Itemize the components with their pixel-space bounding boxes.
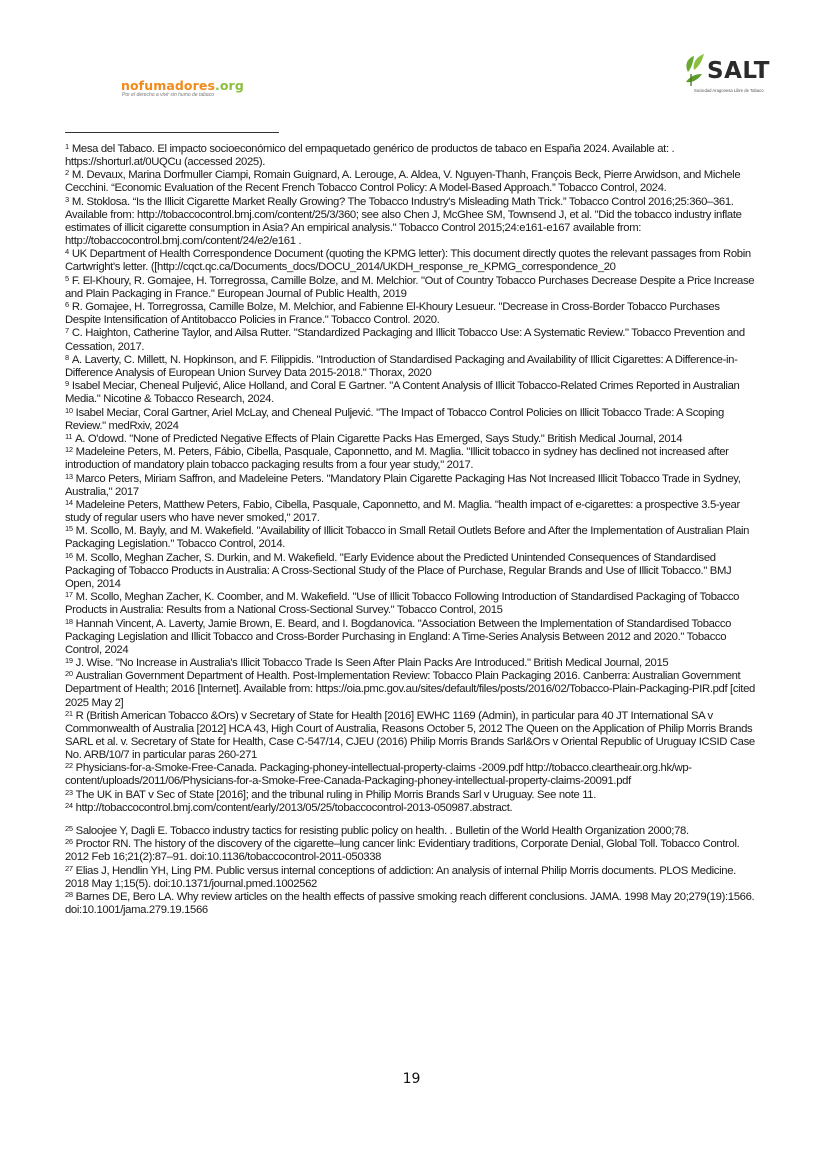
footnote-number: 23	[65, 787, 73, 797]
footnote	[65, 825, 758, 838]
logo-tagline: Por el derecho a vivir sin humo de tabaco	[122, 92, 214, 98]
footnote	[65, 762, 758, 788]
footnote-number: 4	[65, 247, 69, 257]
page-number: 19	[402, 1071, 421, 1087]
footnote	[65, 670, 758, 709]
footnote	[65, 838, 758, 864]
footnote	[65, 802, 758, 815]
footnote-text: J. Wise. "No Increase in Australia's Illicit Tobacco Trade Is Seen After Plain Packs Are Introduced." British Medical Journal, 2015	[75, 657, 669, 670]
footnote	[65, 591, 758, 617]
footnote-text: Hannah Vincent, A. Laverty, Jamie Brown, E. Beard, and I. Bogdanovica. "Association Between the Implementation of Standardised Tobacco Packaging Legislation and Illicit Tobacco and Cross-Border Purchasing in England: A Time-Series Analysis Between 2012 and 2020." Tobacco Control, 2024	[65, 617, 732, 656]
footnote-number: 3	[65, 194, 69, 204]
footnote-text: A. O'dowd. "None of Predicted Negative Effects of Plain Cigarette Packs Has Emerged, Says Study." British Medical Journal, 2014	[75, 432, 683, 445]
footnotes-list	[65, 143, 758, 918]
footnote	[65, 865, 758, 891]
footnote	[65, 499, 758, 525]
footnote-number: 6	[65, 300, 69, 310]
footnote-number: 15	[65, 524, 73, 534]
footnote-number: 10	[65, 405, 73, 415]
footnote-text: http://tobaccocontrol.bmj.com/content/early/2013/05/25/tobaccocontrol-2013-050987.abstract.	[75, 802, 513, 814]
footnote-text: Physicians-for-a-Smoke-Free-Canada. Packaging-phoney-intellectual-property-claims -2009.pdf http://tobacco.cleartheair.org.hk/wp-content/uploads/2011/06/Physicians-for-a-Smoke-Free-Canada-Packaging-phoney-intellectual-property-claims-20091.pdf	[65, 762, 692, 788]
footnote-text: The UK in BAT v Sec of State [2016]; and the tribunal ruling in Philip Morris Brands Sarl v Uruguay. See note 11.	[75, 788, 597, 801]
footnote-number: 24	[65, 801, 73, 810]
footnote-text: Madeleine Peters, Matthew Peters, Fabio, Cibella, Pasquale, Caponnetto, and M. Maglia. "health impact of e-cigarettes: a prospective 3.5-year study of regular users who have never smoked," 2017.	[65, 498, 740, 525]
footnote-number: 22	[65, 761, 73, 771]
footnote-text: M. Stoklosa. “Is the Illicit Cigarette Market Really Growing? The Tobacco Industry's Misleading Math Trick.” Tobacco Control 2016;25:360–361. Available from: http://tobaccocontrol.bmj.com/content/25/3/360; see also Chen J, McGhee SM, Townsend J, et al. "Did the tobacco industry inflate estimates of illicit cigarette consumption in Asia? An empirical analysis." Tobacco Control 2015;24:e161-e167 available from: http://tobaccocontrol.bmj.com/content/24/e2/e161 .	[65, 195, 742, 248]
footnote-number: 13	[65, 471, 73, 481]
footnote-text: UK Department of Health Correspondence Document (quoting the KPMG letter): This document directly quotes the relevant passages from Robin Cartwright's letter. ([http://cqct.qc.ca/Documents_docs/DOCU_2014/UKDH_response_re_KPMG_correspondence_20	[65, 248, 751, 274]
footnote-number: 19	[65, 656, 73, 666]
footnote-text: F. El-Khoury, R. Gomajee, H. Torregrossa, Camille Bolze, and M. Melchior. "Out of Country Tobacco Purchases Decrease Despite a Price Increase and Plain Packaging in France." European Journal of Public Health, 2019	[65, 274, 755, 300]
page-header	[0, 0, 823, 110]
footnote-number: 27	[65, 863, 73, 873]
footnote-number: 16	[65, 550, 73, 560]
footnote	[65, 248, 758, 274]
footnote-number: 14	[65, 497, 73, 507]
footnote-number: 21	[65, 708, 73, 718]
footnote-text: Proctor RN. The history of the discovery of the cigarette–lung cancer link: Evidentiary traditions, Corporate Denial, Global Toll. Tobacco Control. 2012 Feb 16;21(2):87–91. doi:10.1136/tobaccocontrol-2011-050338	[65, 838, 740, 864]
footnote	[65, 327, 758, 353]
footnote	[65, 525, 758, 551]
footnote	[65, 354, 758, 380]
footnote-text: Isabel Meciar, Coral Gartner, Ariel McLay, and Cheneal Puljević. "The Impact of Tobacco Control Policies on Illicit Tobacco Trade: A Scoping Review." medRxiv, 2024	[65, 406, 724, 432]
footnote-number: 17	[65, 590, 73, 600]
footnote-number: 28	[65, 890, 73, 900]
footnote-text: Madeleine Peters, M. Peters, Fábio, Cibella, Pasquale, Caponnetto, and M. Maglia. "Illicit tobacco in sydney has declined not increased after introduction of mandatory plain tobacco packaging results from a four year study," 2017.	[65, 446, 729, 472]
footnote-number: 11	[65, 431, 73, 441]
footnote-text: M. Scollo, M. Bayly, and M. Wakefield. "Availability of Illicit Tobacco in Small Retail Outlets Before and After the Implementation of Australian Plain Packaging Legislation." Tobacco Control, 2014.	[65, 525, 750, 551]
footnote-separator	[65, 132, 279, 133]
footnote	[65, 275, 758, 301]
footnote	[65, 710, 758, 762]
footnote-text: A. Laverty, C. Millett, N. Hopkinson, and F. Filippidis. "Introduction of Standardised Packaging and Availability of Illicit Cigarettes: A Difference-in-Difference Analysis of European Union Survey Data 2015-2018." Thorax, 2020	[65, 353, 738, 379]
footnote-number: 7	[65, 326, 69, 336]
footnote-number: 18	[65, 616, 73, 626]
footnote	[65, 446, 758, 472]
footnote	[65, 618, 758, 657]
nofumadores-logo	[121, 78, 244, 98]
logo-brand-suffix: .org	[215, 78, 244, 93]
footnote-text: R (British American Tobacco &Ors) v Secretary of State for Health [2016] EWHC 1169 (Admin), in particular para 40 JT International SA v Commonwealth of Australia [2012] HCA 43, High Court of Australia, Reasons October 5, 2012 The Queen on the Application of Philip Morris Brands SARL et al. v. Secretary of State for Health, Case C-547/14, CJEU (2016) Philip Morris Brands Sarl&Ors v Oriental Republic of Uruguay ICSID Case No. ARB/10/7 in particular paras 260-271	[65, 709, 755, 762]
footnote-number: 2	[65, 168, 69, 178]
footnote-text: M. Devaux, Marina Dorfmuller Ciampi, Romain Guignard, A. Lerouge, A. Aldea, V. Nguyen-Thanh, François Beck, Pierre Arwidson, and Michele Cecchini. “Economic Evaluation of the Recent French Tobacco Control Policy: A Model-Based Approach.” Tobacco Control, 2024.	[65, 169, 741, 195]
footnote-text: Barnes DE, Bero LA. Why review articles on the health effects of passive smoking reach different conclusions. JAMA. 1998 May 20;279(19):1566. doi:10.1001/jama.279.19.1566	[65, 891, 755, 917]
footnote	[65, 891, 758, 917]
footnote-text: M. Scollo, Meghan Zacher, S. Durkin, and M. Wakefield. "Early Evidence about the Predicted Unintended Consequences of Standardised Packaging of Tobacco Products in Australia: A Cross-Sectional Study of the Place of Purchase, Regular Brands and Use of Illicit Tobacco." BMJ Open, 2014	[65, 551, 732, 590]
footnote	[65, 143, 758, 169]
footnote	[65, 789, 758, 802]
footnote-text: Isabel Meciar, Cheneal Puljević, Alice Holland, and Coral E Gartner. "A Content Analysis of Illicit Tobacco-Related Crimes Reported in Australian Media." Nicotine & Tobacco Research, 2024.	[65, 380, 740, 406]
footnote-text: Mesa del Tabaco. El impacto socioeconómico del empaquetado genérico de productos de tabaco en España 2024. Available at: . https://shorturl.at/0UQCu (accessed 2025).	[65, 143, 675, 169]
footnote-number: 26	[65, 837, 73, 847]
footnote-number: 12	[65, 445, 73, 455]
footnote-text: C. Haighton, Catherine Taylor, and Ailsa Rutter. "Standardized Packaging and Illicit Tobacco Use: A Systematic Review." Tobacco Prevention and Cessation, 2017.	[65, 327, 745, 353]
footnote-text: Australian Government Department of Health. Post-Implementation Review: Tobacco Plain Packaging 2016. Canberra: Australian Government Department of Health; 2016 [Internet]. Available from: https://oia.pmc.gov.au/sites/default/files/posts/2016/02/Tobacco-Plain-Packaging-PIR.pdf [cited 2025 May 2]	[65, 670, 755, 709]
footnote	[65, 433, 758, 446]
footnote	[65, 196, 758, 248]
footnote-number: 25	[65, 824, 73, 834]
footnote	[65, 380, 758, 406]
footnote	[65, 552, 758, 591]
footnote-number: 1	[65, 142, 69, 151]
logo-brand-primary: nofumadores	[121, 78, 216, 93]
footnote-text: Saloojee Y, Dagli E. Tobacco industry tactics for resisting public policy on health. . Bulletin of the World Health Organization 2000;78.	[75, 825, 689, 838]
footnote-number: 9	[65, 379, 69, 389]
salt-subtitle: Sociedad Aragonesa Libre de Tabaco	[694, 88, 764, 93]
footnote-text: R. Gomajee, H. Torregrossa, Camille Bolze, M. Melchior, and Fabienne El-Khoury Lesueur. "Decrease in Cross-Border Tobacco Purchases Despite Intensification of Antitobacco Policies in France." Tobacco Control. 2020.	[65, 301, 720, 327]
footnote-text: Marco Peters, Miriam Saffron, and Madeleine Peters. "Mandatory Plain Cigarette Packaging Has Not Increased Illicit Tobacco Trade in Sydney, Australia," 2017	[65, 472, 741, 498]
footnote-text: Elias J, Hendlin YH, Ling PM. Public versus internal conceptions of addiction: An analysis of internal Philip Morris documents. PLOS Medicine. 2018 May 1;15(5). doi:10.1371/journal.pmed.1002562	[65, 864, 736, 890]
salt-logo	[682, 52, 782, 104]
salt-wordmark: SALT	[707, 58, 770, 84]
footnote	[65, 169, 758, 195]
footnote-text: M. Scollo, Meghan Zacher, K. Coomber, and M. Wakefield. "Use of Illicit Tobacco Following Introduction of Standardised Packaging of Tobacco Products in Australia: Results from a National Cross-Sectional Survey." Tobacco Control, 2015	[65, 591, 740, 617]
footnote	[65, 407, 758, 433]
footnote	[65, 657, 758, 670]
footnote	[65, 301, 758, 327]
footnote-number: 5	[65, 273, 69, 283]
footnote	[65, 473, 758, 499]
footnote-number: 8	[65, 352, 69, 362]
footnote-number: 20	[65, 669, 73, 679]
